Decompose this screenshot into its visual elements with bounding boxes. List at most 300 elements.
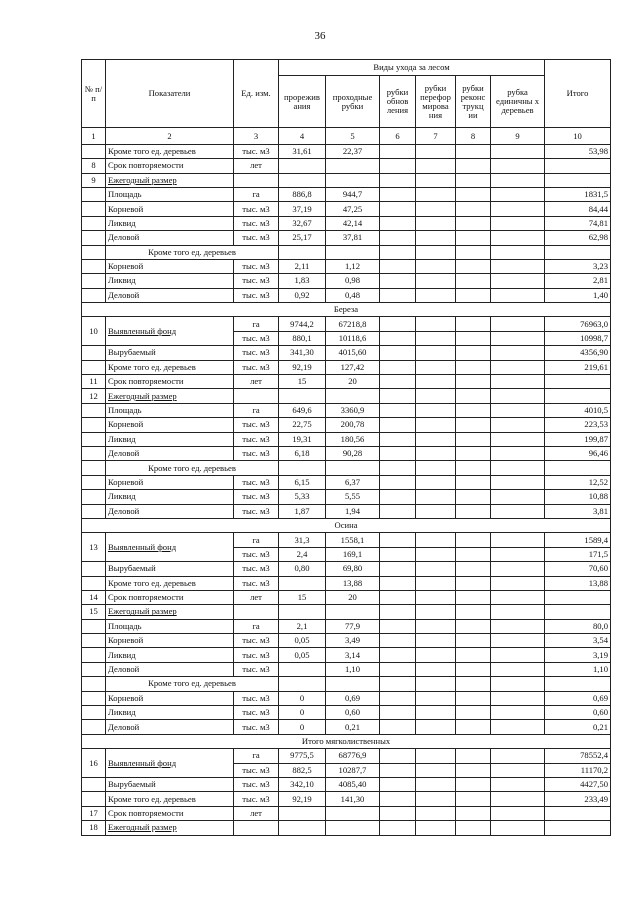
value-cell — [491, 763, 545, 777]
value-cell — [491, 446, 545, 460]
value-cell — [456, 490, 491, 504]
value-cell — [491, 706, 545, 720]
value-cell: 10118,6 — [326, 331, 380, 345]
unit-cell: тыс. м3 — [234, 144, 279, 158]
value-cell — [380, 562, 416, 576]
table-row — [82, 634, 611, 648]
value-cell — [279, 389, 326, 403]
value-cell: 0,69 — [326, 691, 380, 705]
value-cell: 6,15 — [279, 475, 326, 489]
header-col-thinning: прорежив ания — [279, 76, 326, 128]
unit-cell: тыс. м3 — [234, 547, 279, 561]
value-cell — [491, 274, 545, 288]
total-cell: 199,87 — [545, 432, 611, 446]
unit-cell — [234, 821, 279, 835]
row-label: Площадь — [106, 403, 234, 417]
total-cell: 1,10 — [545, 662, 611, 676]
row-number — [82, 792, 106, 806]
row-number — [82, 403, 106, 417]
header-no: № п/п — [82, 60, 106, 128]
value-cell — [456, 331, 491, 345]
value-cell: 10287,7 — [326, 763, 380, 777]
total-cell: 4427,50 — [545, 777, 611, 791]
value-cell — [380, 173, 416, 187]
row-number — [82, 418, 106, 432]
unit-cell: тыс. м3 — [234, 216, 279, 230]
value-cell — [456, 634, 491, 648]
total-cell: 3,19 — [545, 648, 611, 662]
row-number: 13 — [82, 533, 106, 562]
row-label: Ликвид — [106, 274, 234, 288]
row-number — [82, 216, 106, 230]
value-cell — [380, 634, 416, 648]
table-row — [82, 231, 611, 245]
row-label — [106, 605, 234, 619]
value-cell — [491, 202, 545, 216]
value-cell — [456, 216, 491, 230]
value-cell: 341,30 — [279, 346, 326, 360]
value-cell: 944,7 — [326, 187, 380, 201]
table-row — [82, 533, 611, 547]
total-cell: 76963,0 — [545, 317, 611, 331]
row-label — [106, 533, 234, 562]
unit-cell: тыс. м3 — [234, 259, 279, 273]
value-cell — [279, 605, 326, 619]
row-number — [82, 504, 106, 518]
value-cell: 0 — [279, 720, 326, 734]
row-number — [82, 231, 106, 245]
total-cell: 80,0 — [545, 619, 611, 633]
value-cell: 0 — [279, 706, 326, 720]
row-number — [82, 490, 106, 504]
total-cell: 13,88 — [545, 576, 611, 590]
value-cell — [456, 547, 491, 561]
table-row — [82, 590, 611, 604]
value-cell — [456, 173, 491, 187]
value-cell: 1,12 — [326, 259, 380, 273]
value-cell — [491, 475, 545, 489]
value-cell — [491, 619, 545, 633]
value-cell — [491, 403, 545, 417]
unit-cell: тыс. м3 — [234, 634, 279, 648]
row-number — [82, 691, 106, 705]
value-cell — [491, 159, 545, 173]
value-cell — [416, 446, 456, 460]
unit-cell: тыс. м3 — [234, 446, 279, 460]
row-label — [106, 173, 234, 187]
value-cell — [416, 691, 456, 705]
value-cell — [380, 432, 416, 446]
row-number — [82, 432, 106, 446]
value-cell: 9744,2 — [279, 317, 326, 331]
table-row — [82, 605, 611, 619]
value-cell — [491, 346, 545, 360]
unit-cell: тыс. м3 — [234, 648, 279, 662]
row-number: 15 — [82, 605, 106, 619]
unit-cell: лет — [234, 590, 279, 604]
value-cell — [491, 605, 545, 619]
forest-care-table — [81, 59, 611, 836]
empty-cell — [380, 677, 416, 691]
value-cell — [416, 346, 456, 360]
value-cell — [380, 144, 416, 158]
unit-cell: тыс. м3 — [234, 432, 279, 446]
value-cell — [380, 792, 416, 806]
value-cell — [380, 648, 416, 662]
value-cell — [456, 691, 491, 705]
value-cell — [456, 720, 491, 734]
total-cell: 0,60 — [545, 706, 611, 720]
row-number — [82, 562, 106, 576]
value-cell — [456, 792, 491, 806]
subheading-row — [82, 677, 611, 691]
value-cell — [416, 792, 456, 806]
value-cell: 90,28 — [326, 446, 380, 460]
row-label: Ликвид — [106, 648, 234, 662]
value-cell: 0,60 — [326, 706, 380, 720]
unit-cell: тыс. м3 — [234, 331, 279, 345]
row-label: Кроме того ед. деревьев — [106, 144, 234, 158]
subheading-label: Кроме того ед. деревьев — [106, 461, 279, 475]
table-row — [82, 504, 611, 518]
row-label-text: Ежегодный размер — [108, 174, 177, 185]
value-cell — [491, 317, 545, 331]
row-label-text: Ежегодный размер — [108, 606, 177, 617]
total-cell: 219,61 — [545, 360, 611, 374]
value-cell — [279, 806, 326, 820]
value-cell: 92,19 — [279, 792, 326, 806]
table-row — [82, 475, 611, 489]
value-cell — [456, 576, 491, 590]
total-cell: 10,88 — [545, 490, 611, 504]
value-cell: 649,6 — [279, 403, 326, 417]
table-row — [82, 562, 611, 576]
table-body — [82, 144, 611, 835]
value-cell — [416, 576, 456, 590]
row-number: 18 — [82, 821, 106, 835]
value-cell — [456, 432, 491, 446]
value-cell — [456, 763, 491, 777]
value-cell — [380, 763, 416, 777]
value-cell — [491, 375, 545, 389]
value-cell — [456, 504, 491, 518]
value-cell — [491, 562, 545, 576]
value-cell — [380, 446, 416, 460]
value-cell — [456, 562, 491, 576]
total-cell: 62,98 — [545, 231, 611, 245]
section-title: Береза — [82, 303, 611, 317]
empty-cell — [326, 245, 380, 259]
value-cell — [416, 432, 456, 446]
value-cell — [491, 533, 545, 547]
row-label-text: Выявленный фонд — [108, 325, 177, 336]
value-cell — [326, 605, 380, 619]
total-cell — [545, 806, 611, 820]
value-cell — [456, 446, 491, 460]
empty-cell — [491, 677, 545, 691]
value-cell — [380, 159, 416, 173]
row-number: 14 — [82, 590, 106, 604]
value-cell: 880,1 — [279, 331, 326, 345]
unit-cell: тыс. м3 — [234, 288, 279, 302]
value-cell — [380, 360, 416, 374]
value-cell — [416, 821, 456, 835]
value-cell: 0,92 — [279, 288, 326, 302]
value-cell — [491, 331, 545, 345]
value-cell — [380, 605, 416, 619]
subheading-row — [82, 461, 611, 475]
value-cell — [456, 259, 491, 273]
value-cell — [416, 360, 456, 374]
value-cell: 32,67 — [279, 216, 326, 230]
value-cell: 6,37 — [326, 475, 380, 489]
value-cell: 20 — [326, 590, 380, 604]
value-cell: 4085,40 — [326, 777, 380, 791]
value-cell — [416, 231, 456, 245]
value-cell — [380, 259, 416, 273]
total-cell: 171,5 — [545, 547, 611, 561]
row-label: Ликвид — [106, 490, 234, 504]
value-cell: 2,1 — [279, 619, 326, 633]
empty-cell — [491, 461, 545, 475]
value-cell: 5,33 — [279, 490, 326, 504]
value-cell: 3360,9 — [326, 403, 380, 417]
value-cell — [416, 504, 456, 518]
value-cell — [456, 777, 491, 791]
value-cell: 886,8 — [279, 187, 326, 201]
value-cell — [380, 490, 416, 504]
value-cell — [456, 403, 491, 417]
value-cell — [491, 389, 545, 403]
row-number — [82, 288, 106, 302]
value-cell — [380, 504, 416, 518]
value-cell — [416, 749, 456, 763]
row-label: Корневой — [106, 691, 234, 705]
value-cell — [491, 231, 545, 245]
value-cell — [416, 533, 456, 547]
total-cell — [545, 389, 611, 403]
value-cell — [416, 274, 456, 288]
value-cell: 3,49 — [326, 634, 380, 648]
row-number — [82, 648, 106, 662]
total-cell: 84,44 — [545, 202, 611, 216]
row-number: 12 — [82, 389, 106, 403]
value-cell: 1,87 — [279, 504, 326, 518]
value-cell — [380, 590, 416, 604]
section-row — [82, 303, 611, 317]
empty-cell — [545, 461, 611, 475]
row-label: Вырубаемый — [106, 777, 234, 791]
row-number — [82, 461, 106, 475]
header-col-reforming: рубки перефор мирова ния — [416, 76, 456, 128]
row-number: 10 — [82, 317, 106, 346]
unit-cell: тыс. м3 — [234, 360, 279, 374]
value-cell — [380, 331, 416, 345]
value-cell: 3,14 — [326, 648, 380, 662]
table-row — [82, 446, 611, 460]
row-label — [106, 821, 234, 835]
value-cell — [380, 576, 416, 590]
value-cell — [491, 432, 545, 446]
total-cell: 3,23 — [545, 259, 611, 273]
value-cell: 42,14 — [326, 216, 380, 230]
value-cell — [416, 375, 456, 389]
value-cell — [416, 403, 456, 417]
row-number: 8 — [82, 159, 106, 173]
value-cell — [279, 576, 326, 590]
value-cell — [456, 619, 491, 633]
unit-cell: га — [234, 403, 279, 417]
value-cell — [491, 187, 545, 201]
row-label: Деловой — [106, 504, 234, 518]
total-cell: 1,40 — [545, 288, 611, 302]
unit-cell: тыс. м3 — [234, 490, 279, 504]
value-cell — [416, 562, 456, 576]
value-cell: 0,21 — [326, 720, 380, 734]
column-numbering-row — [82, 128, 611, 144]
row-label-text: Ежегодный размер — [108, 390, 177, 401]
row-label: Ликвид — [106, 432, 234, 446]
value-cell — [456, 821, 491, 835]
table-row — [82, 360, 611, 374]
value-cell — [456, 533, 491, 547]
unit-cell: га — [234, 533, 279, 547]
value-cell: 15 — [279, 590, 326, 604]
unit-cell: тыс. м3 — [234, 691, 279, 705]
value-cell — [416, 605, 456, 619]
table-row — [82, 274, 611, 288]
row-number — [82, 274, 106, 288]
table-row — [82, 288, 611, 302]
value-cell — [416, 648, 456, 662]
table-row — [82, 159, 611, 173]
value-cell: 37,19 — [279, 202, 326, 216]
total-cell: 0,21 — [545, 720, 611, 734]
value-cell — [491, 777, 545, 791]
value-cell — [416, 763, 456, 777]
table-row — [82, 706, 611, 720]
unit-cell: тыс. м3 — [234, 720, 279, 734]
row-number — [82, 346, 106, 360]
row-number — [82, 245, 106, 259]
unit-cell: тыс. м3 — [234, 662, 279, 676]
value-cell — [380, 533, 416, 547]
row-label: Кроме того ед. деревьев — [106, 792, 234, 806]
value-cell — [456, 346, 491, 360]
row-label: Корневой — [106, 259, 234, 273]
value-cell — [456, 288, 491, 302]
section-row — [82, 734, 611, 748]
value-cell: 2,4 — [279, 547, 326, 561]
unit-cell — [234, 173, 279, 187]
row-label: Кроме того ед. деревьев — [106, 576, 234, 590]
value-cell — [416, 317, 456, 331]
unit-cell: тыс. м3 — [234, 231, 279, 245]
total-cell: 53,98 — [545, 144, 611, 158]
table-row — [82, 144, 611, 158]
table-row — [82, 749, 611, 763]
value-cell: 1,10 — [326, 662, 380, 676]
row-number: 17 — [82, 806, 106, 820]
total-cell: 70,60 — [545, 562, 611, 576]
row-label: Ликвид — [106, 216, 234, 230]
value-cell: 69,80 — [326, 562, 380, 576]
row-label: Срок повторяемости — [106, 159, 234, 173]
table-row — [82, 720, 611, 734]
value-cell — [416, 288, 456, 302]
row-label: Срок повторяемости — [106, 375, 234, 389]
value-cell: 169,1 — [326, 547, 380, 561]
unit-cell — [234, 605, 279, 619]
total-cell: 0,69 — [545, 691, 611, 705]
row-label: Корневой — [106, 202, 234, 216]
row-label-text: Ежегодный размер — [108, 822, 177, 833]
empty-cell — [416, 677, 456, 691]
row-label: Деловой — [106, 231, 234, 245]
value-cell — [326, 806, 380, 820]
row-label: Деловой — [106, 720, 234, 734]
value-cell — [456, 590, 491, 604]
row-label: Ликвид — [106, 706, 234, 720]
row-label — [106, 317, 234, 346]
row-label: Срок повторяемости — [106, 590, 234, 604]
value-cell — [456, 806, 491, 820]
total-cell: 4356,90 — [545, 346, 611, 360]
value-cell: 4015,60 — [326, 346, 380, 360]
section-title: Осина — [82, 518, 611, 532]
value-cell — [416, 331, 456, 345]
value-cell — [380, 288, 416, 302]
empty-cell — [545, 677, 611, 691]
value-cell — [491, 490, 545, 504]
value-cell — [279, 821, 326, 835]
value-cell — [456, 706, 491, 720]
value-cell — [380, 749, 416, 763]
header-indicators: Показатели — [106, 60, 234, 128]
table-row — [82, 662, 611, 676]
value-cell — [456, 475, 491, 489]
table-row — [82, 187, 611, 201]
table-row — [82, 202, 611, 216]
value-cell — [380, 662, 416, 676]
value-cell: 1,83 — [279, 274, 326, 288]
value-cell — [416, 259, 456, 273]
row-label: Корневой — [106, 634, 234, 648]
column-number: 7 — [416, 128, 456, 144]
row-label: Деловой — [106, 662, 234, 676]
value-cell: 92,19 — [279, 360, 326, 374]
value-cell — [456, 375, 491, 389]
page-number: 36 — [314, 30, 326, 42]
value-cell: 31,61 — [279, 144, 326, 158]
row-label: Срок повторяемости — [106, 806, 234, 820]
unit-cell: тыс. м3 — [234, 562, 279, 576]
value-cell — [380, 202, 416, 216]
value-cell — [491, 806, 545, 820]
total-cell: 4010,5 — [545, 403, 611, 417]
row-label: Площадь — [106, 619, 234, 633]
empty-cell — [491, 245, 545, 259]
empty-cell — [279, 677, 326, 691]
value-cell — [380, 475, 416, 489]
unit-cell: тыс. м3 — [234, 274, 279, 288]
row-number — [82, 187, 106, 201]
header-col-passage: проходные рубки — [326, 76, 380, 128]
table-row — [82, 490, 611, 504]
unit-cell: тыс. м3 — [234, 475, 279, 489]
value-cell — [380, 777, 416, 791]
value-cell — [416, 806, 456, 820]
